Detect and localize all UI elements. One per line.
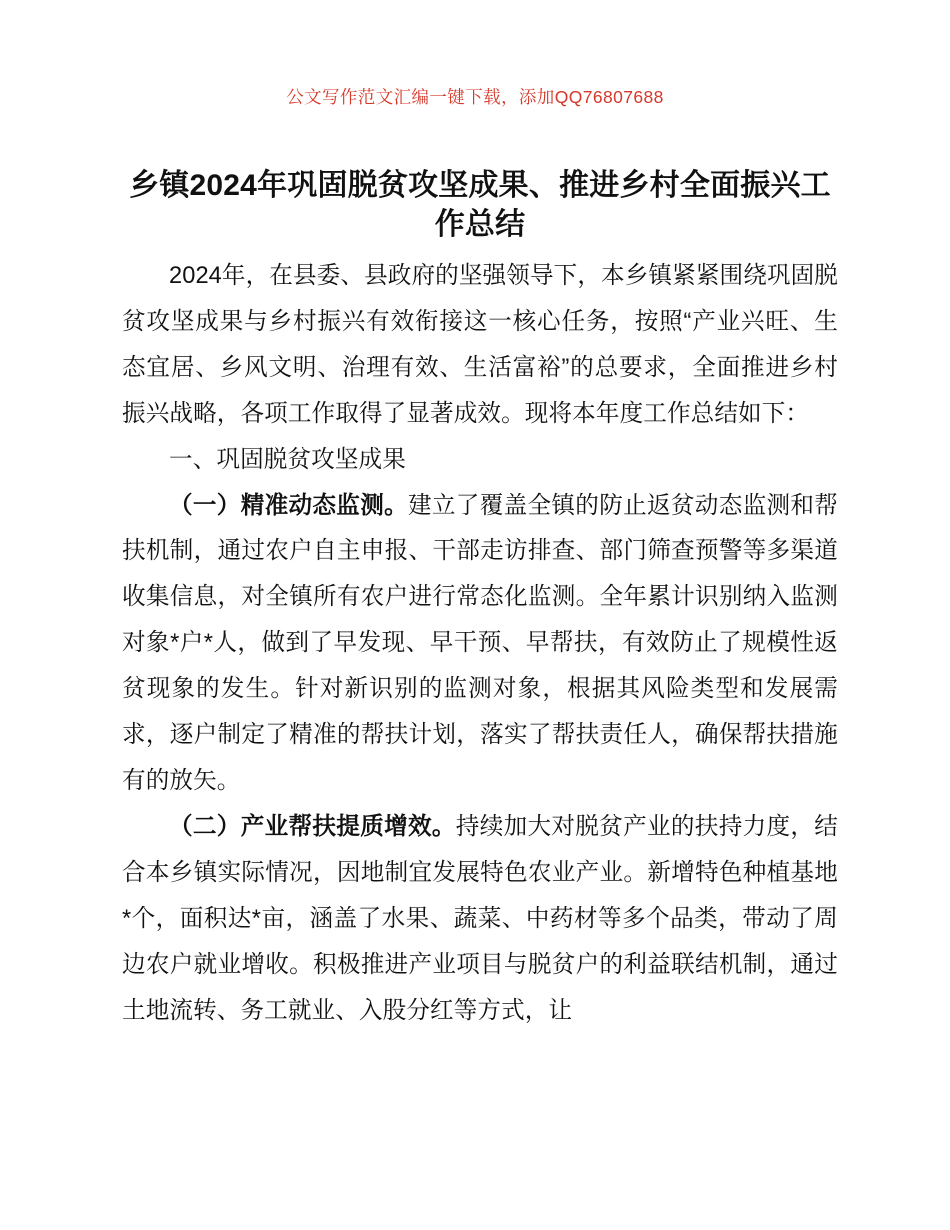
document-title: 乡镇2024年巩固脱贫攻坚成果、推进乡村全面振兴工作总结 — [129, 169, 831, 241]
paragraph-intro — [122, 254, 838, 438]
subsection-1-2-lead: （二）产业帮扶提质增效。 — [169, 813, 456, 840]
subsection-1-2 — [122, 805, 838, 1035]
page-bottom-margin — [0, 1050, 950, 1230]
promo-banner-text: 公文写作范文汇编一键下载，添加QQ76807688 — [286, 87, 664, 107]
paragraph-intro-text: 2024年，在县委、县政府的坚强领导下，本乡镇紧紧围绕巩固脱贫攻坚成果与乡村振兴有效衔接这一核心任务，按照“产业兴旺、生态宜居、乡风文明、治理有效、生活富裕”的总要求，全面推进乡村振兴战略，各项工作取得了显著成效。现将本年度工作总结如下： — [122, 263, 838, 427]
subsection-1-1-lead: （一）精准动态监测。 — [169, 492, 408, 519]
subsection-1-1-text: 建立了覆盖全镇的防止返贫动态监测和帮扶机制，通过农户自主申报、干部走访排查、部门筛查预警等多渠道收集信息，对全镇所有农户进行常态化监测。全年累计识别纳入监测对象*户*人，做到了早发现、早干预、早帮扶，有效防止了规模性返贫现象的发生。针对新识别的监测对象，根据其风险类型和发展需求，逐户制定了精准的帮扶计划，落实了帮扶责任人，确保帮扶措施有的放矢。 — [122, 492, 838, 794]
section-heading-1 — [122, 438, 838, 484]
document-body — [122, 254, 838, 1034]
subsection-1-1 — [122, 484, 838, 805]
subsection-1-2-text: 持续加大对脱贫产业的扶持力度，结合本乡镇实际情况，因地制宜发展特色农业产业。新增特色种植基地*个，面积达*亩，涵盖了水果、蔬菜、中药材等多个品类，带动了周边农户就业增收。积极推进产业项目与脱贫户的利益联结机制，通过土地流转、务工就业、入股分红等方式，让 — [122, 813, 838, 1024]
section-heading-1-text: 一、巩固脱贫攻坚成果 — [169, 446, 406, 473]
